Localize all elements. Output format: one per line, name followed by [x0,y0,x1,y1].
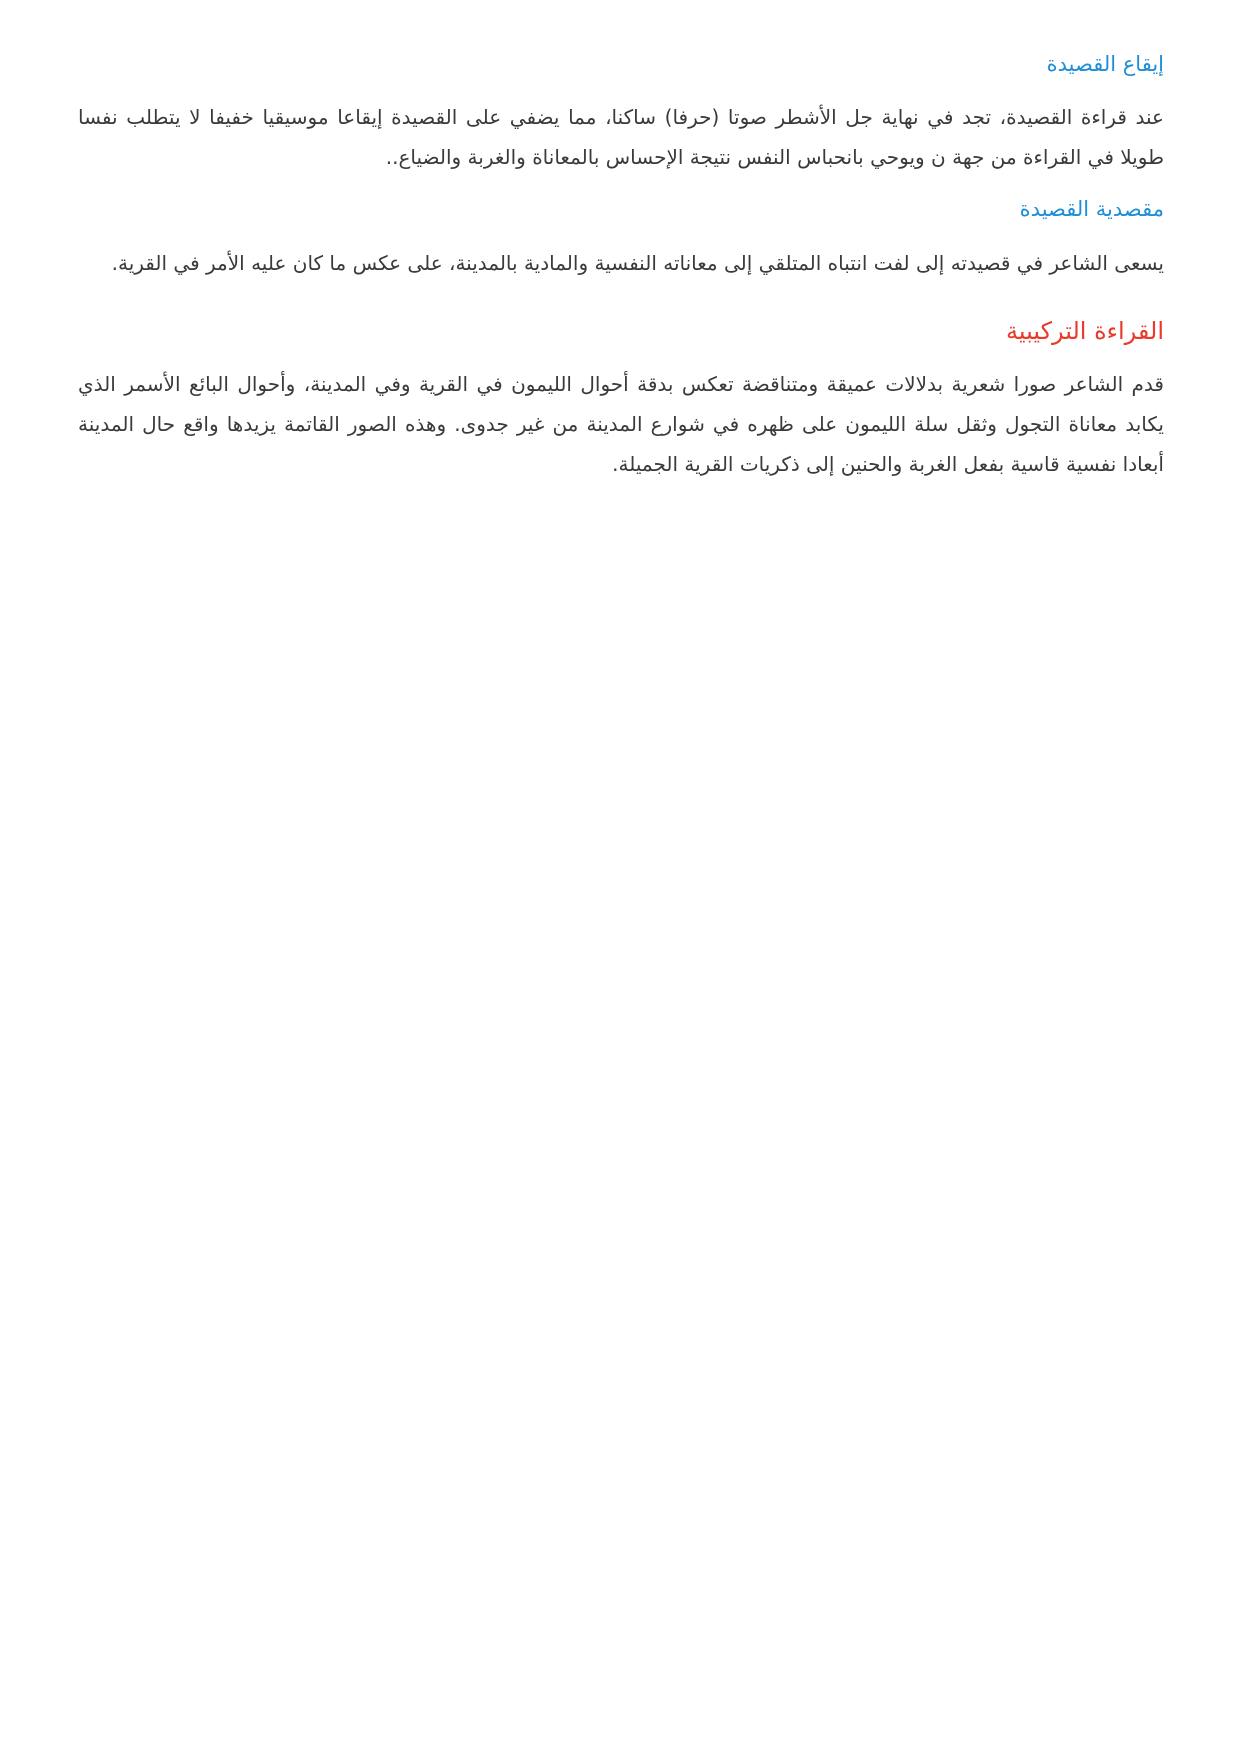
section-heading-structural-reading: القراءة التركيبية [1005,316,1164,345]
spacer [78,297,1164,315]
section-heading-poem-rhythm: إيقاع القصيدة [1046,52,1164,76]
paragraph-poem-rhythm: عند قراءة القصيدة، تجد في نهاية جل الأشطر صوتا (حرفا) ساكنا، مما يضفي على القصيدة إيقاعا موسيقيا خفيفا لا يتطلب نفسا طويلا في القراءة من جهة ن ويوحي بانحباس النفس نتيجة الإحساس بالمعاناة والغربة والضياع.. [78,105,1164,170]
paragraph-poem-intent: يسعى الشاعر في قصيدته إلى لفت انتباه المتلقي إلى معاناته النفسية والمادية بالمدينة، على عكس ما كان عليه الأمر في القرية. [111,250,1164,275]
section-heading-poem-intent: مقصدية القصيدة [1019,197,1164,222]
paragraph-structural-reading: قدم الشاعر صورا شعرية بدلالات عميقة ومتناقضة تعكس بدقة أحوال الليمون في القرية وفي المدينة، وأحوال البائع الأسمر الذي يكابد معاناة التجول وثقل سلة الليمون على ظهره في شوارع المدينة من غير جدوى. وهذه الصور القاتمة يزيدها واقع حال المدينة أبعادا نفسية قاسية بفعل الغربة والحنين إلى ذكريات القرية الجميلة. [78,372,1164,477]
